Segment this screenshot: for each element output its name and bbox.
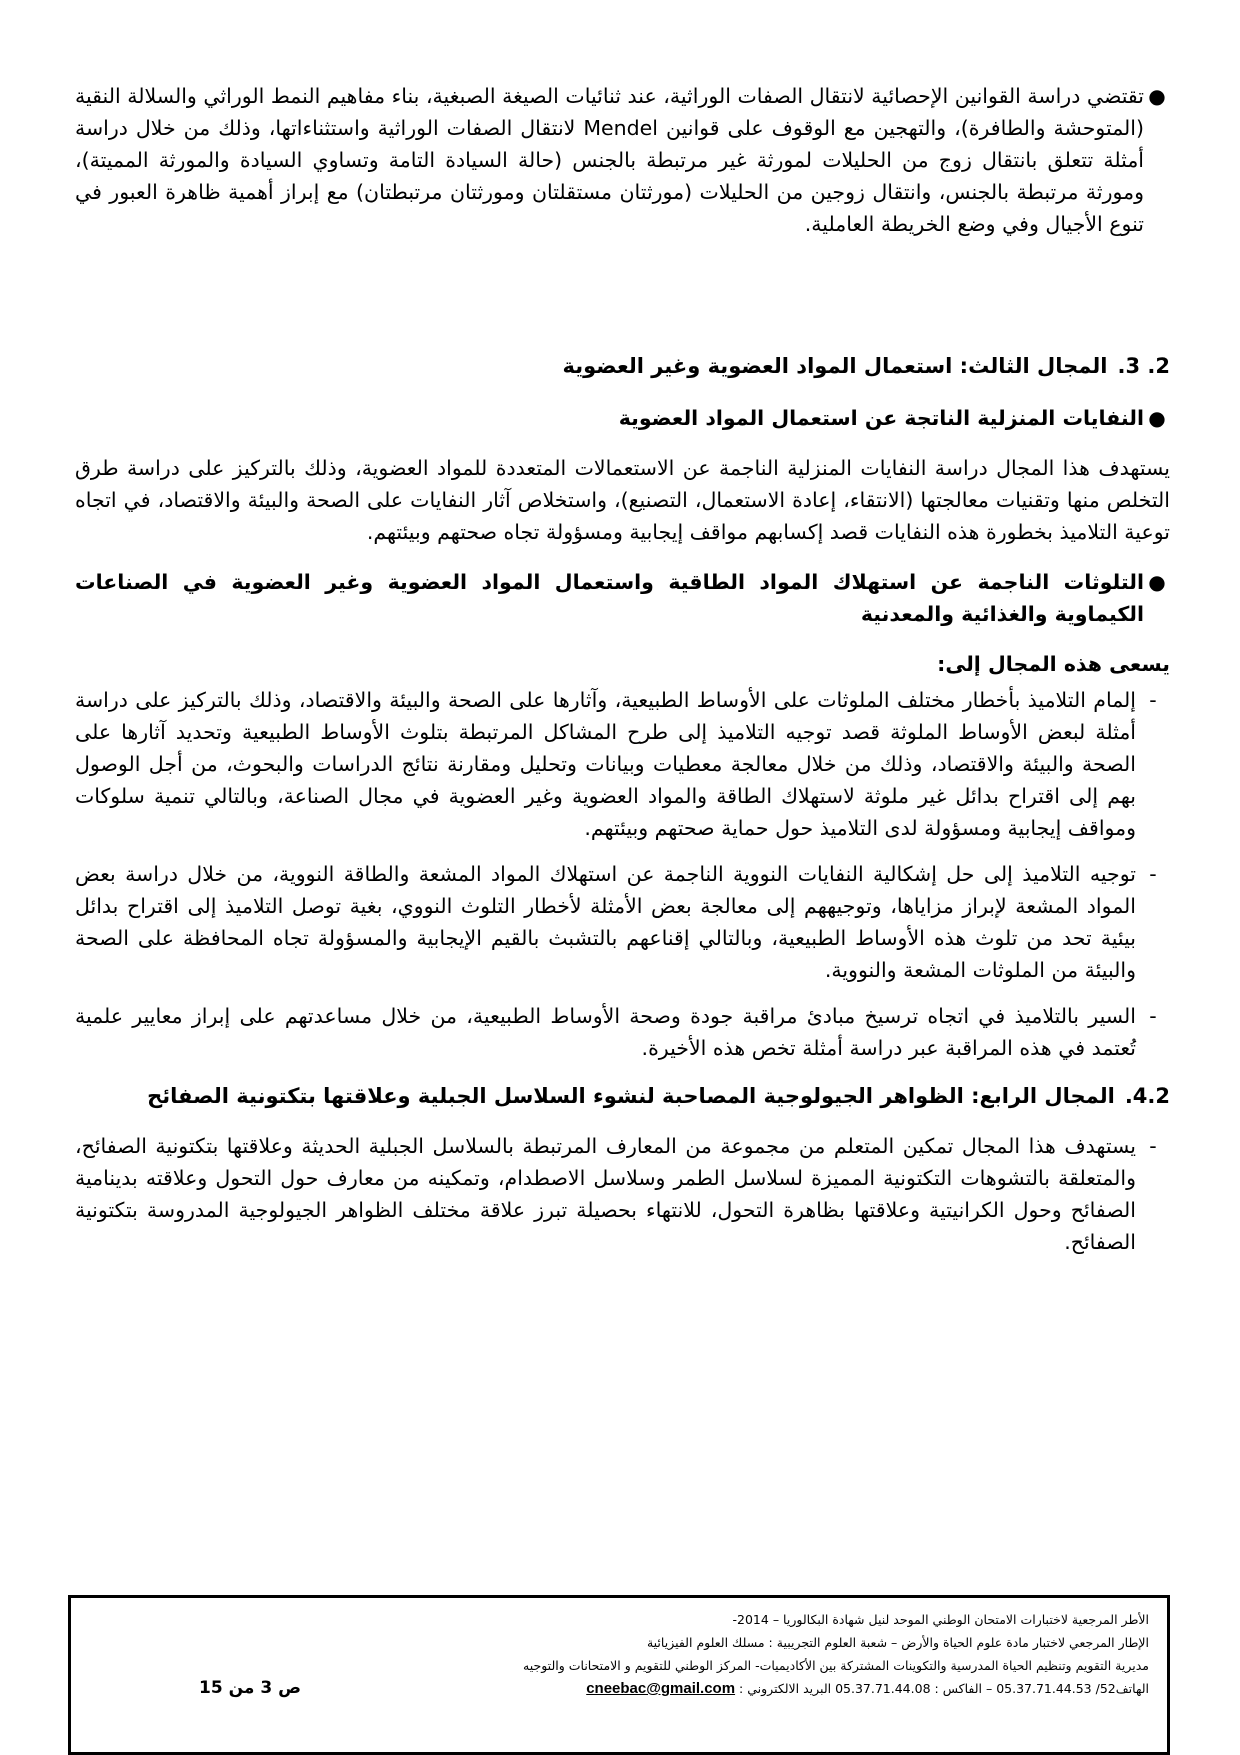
footer-contact-row [71, 1677, 1167, 1700]
section-3-title: المجال الثالث: استعمال المواد العضوية وغير العضوية [562, 354, 1108, 378]
footer-line-2: الإطار المرجعي لاختبار مادة علوم الحياة والأرض – شعبة العلوم التجريبية : مسلك العلوم الفيزيائية [646, 1635, 1149, 1650]
section-3-bullet-1-heading [75, 402, 1170, 434]
aims-label: يسعى هذه المجال إلى: [937, 652, 1170, 676]
section-3-heading [75, 350, 1170, 382]
intro-paragraph: تقتضي دراسة القوانين الإحصائية لانتقال الصفات الوراثية، عند ثنائيات الصيغة الصبغية، بناء مفاهيم النمط الوراثي والسلالة النقية (المتوحشة والطافرة)، والتهجين مع الوقوف على قوانين Mendel لانتقال الصفات الوراثية واستثناءاتها، وذلك من خلال دراسة أمثلة تتعلق بانتقال زوج من الحليلات لمورثة غير مرتبطة بالجنس (حالة السيادة التامة وتساوي السيادة والمورثة المميتة)، ومورثة مرتبطة بالجنس، وانتقال زوجين من الحليلات (مورثتان مستقلتان ومورثتان مرتبطتان) مع إبراز أهمية ظاهرة العبور في تنوع الأجيال وفي وضع الخريطة العاملية. [75, 84, 1144, 236]
dash-icon: - [1149, 1134, 1157, 1158]
bullet-1-title: النفايات المنزلية الناتجة عن استعمال المواد العضوية [618, 406, 1144, 430]
page-content [75, 80, 1170, 1258]
section-3-bullet-2-heading [75, 566, 1170, 630]
dash-item-text: توجيه التلاميذ إلى حل إشكالية النفايات النووية الناجمة عن استهلاك المواد المشعة والطاقة النووية، من خلال دراسة بعض المواد المشعة لإبراز مزاياها، وتوجيههم إلى معالجة بعض الأمثلة لأخطار التلوث النووي، بغية توصل التلاميذ إلى اقتراح بدائل بيئية تحد من تلوث هذه الأوساط الطبيعية، وبالتالي إقناعهم بالتشبث بالقيم الإيجابية والمسؤولة تجاه المحافظة على الصحة والبيئة من الملوثات المشعة والنووية. [75, 862, 1136, 982]
intro-bullet [75, 80, 1170, 240]
footer-line-1: الأطر المرجعية لاختبارات الامتحان الوطني الموحد لنيل شهادة البكالوريا – 2014- [732, 1612, 1149, 1627]
page-number: ص 3 من 15 [199, 1678, 301, 1698]
dash-item [75, 684, 1170, 844]
dash-item [75, 858, 1170, 986]
section-4-heading [75, 1080, 1170, 1112]
footer-contact [586, 1677, 1149, 1700]
bullet-dot-icon: ● [1148, 570, 1166, 594]
section-3-number: 2. 3. [1117, 354, 1170, 378]
page-footer [68, 1595, 1170, 1755]
footer-contact-text: الهاتف52/ 05.37.71.44.53 – الفاكس : 05.37.71.44.08 البريد الالكتروني : [739, 1681, 1149, 1696]
bullet-dot-icon: ● [1148, 406, 1166, 430]
dash-item-text: إلمام التلاميذ بأخطار مختلف الملوثات على الأوساط الطبيعية، وآثارها على الصحة والبيئة والاقتصاد، وذلك بالتركيز على دراسة أمثلة لبعض الأوساط الملوثة قصد توجيه التلاميذ إلى طرح المشاكل المرتبطة بتلوث الأوساط الطبيعية وتحديد آثارها على الصحة والبيئة والاقتصاد، وذلك من خلال معالجة معطيات وبيانات وتحليل ومقارنة نتائج الدراسات والبحوث، من أجل الوصول بهم إلى اقتراح بدائل غير ملوثة لاستهلاك الطاقة والمواد العضوية وغير العضوية في مجال الصناعة، وبالتالي تنمية سلوكات ومواقف إيجابية ومسؤولة لدى التلاميذ حول حماية صحتهم وبيئتهم. [75, 688, 1136, 840]
section-4-number: 4.2. [1124, 1084, 1170, 1108]
dash-item [75, 1130, 1170, 1258]
dash-item-text: يستهدف هذا المجال تمكين المتعلم من مجموعة من المعارف المرتبطة بالسلاسل الجبلية الحديثة وعلاقتها بتكتونية الصفائح، والمتعلقة بالتشوهات التكتونية المميزة لسلاسل الطمر وسلاسل الاصطدام، وتمكينه من معارف حول التحول وعلاقته بدينامية الصفائح وحول الكرانيتية وعلاقتها بظاهرة التحول، للانتهاء بحصيلة تبرز علاقة مختلف الظواهر الجيولوجية المدروسة بتكتونية الصفائح. [75, 1134, 1136, 1254]
dash-icon: - [1149, 1004, 1157, 1028]
dash-icon: - [1149, 862, 1157, 886]
section-4-title: المجال الرابع: الظواهر الجيولوجية المصاحبة لنشوء السلاسل الجبلية وعلاقتها بتكتونية الصفائح [147, 1084, 1115, 1108]
section-3-bullet-1-paragraph: يستهدف هذا المجال دراسة النفايات المنزلية الناجمة عن الاستعمالات المتعددة للمواد العضوية، وذلك بالتركيز على دراسة طرق التخلص منها وتقنيات معالجتها (الانتقاء، إعادة الاستعمال، التصنيع)، واستخلاص آثار النفايات على الصحة والبيئة والاقتصاد، في اتجاه توعية التلاميذ بخطورة هذه النفايات قصد إكسابهم مواقف إيجابية ومسؤولة تجاه صحتهم وبيئتهم. [75, 456, 1170, 544]
bullet-2-title: التلوثات الناجمة عن استهلاك المواد الطاقية واستعمال المواد العضوية وغير العضوية في الصناعات الكيماوية والغذائية والمعدنية [75, 570, 1144, 626]
dash-item [75, 1000, 1170, 1064]
footer-line-3: مديرية التقويم وتنظيم الحياة المدرسية والتكوينات المشتركة بين الأكاديميات- المركز الوطني للتقويم و الامتحانات والتوجيه [523, 1658, 1149, 1673]
bullet-dot-icon: ● [1148, 84, 1166, 108]
footer-email-link[interactable]: cneebac@gmail.com [586, 1680, 736, 1697]
dash-icon: - [1149, 688, 1157, 712]
dash-item-text: السير بالتلاميذ في اتجاه ترسيخ مبادئ مراقبة جودة وصحة الأوساط الطبيعية، من خلال مساعدتهم على إبراز معايير علمية تُعتمد في هذه المراقبة عبر دراسة أمثلة تخص هذه الأخيرة. [75, 1004, 1136, 1060]
